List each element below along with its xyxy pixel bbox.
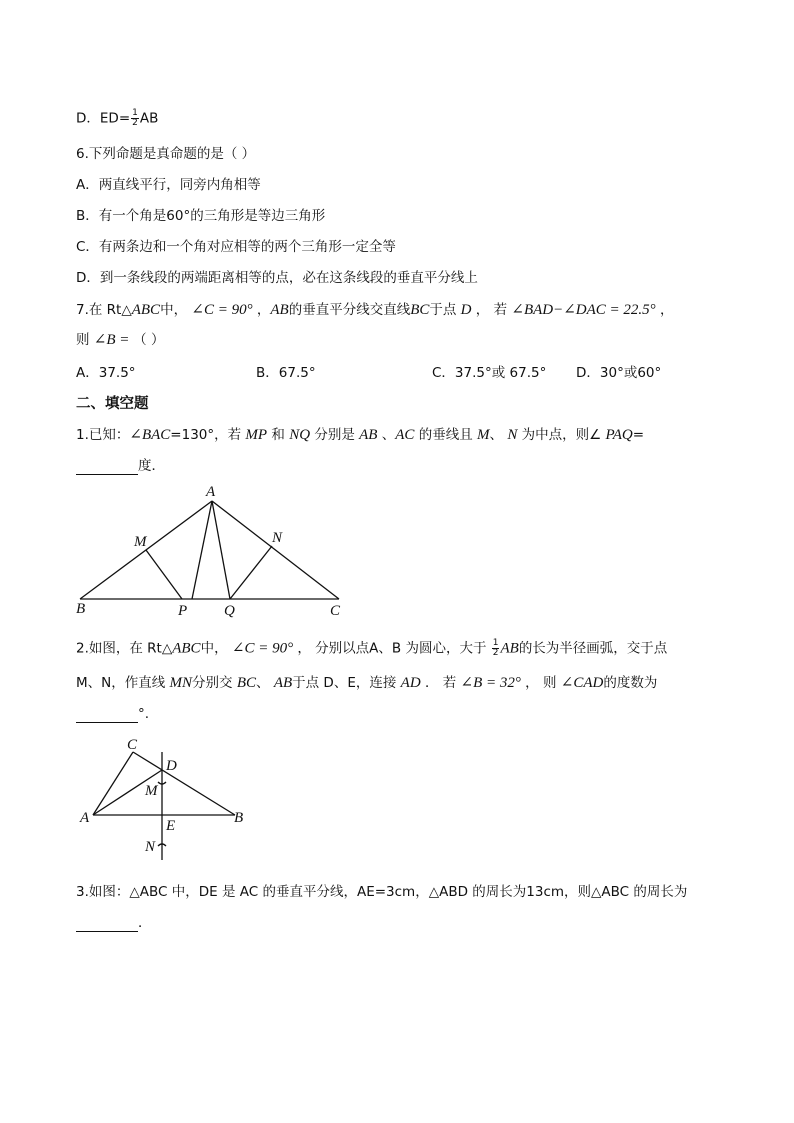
label-c: C <box>127 737 138 753</box>
section-heading: 二、填空题 <box>76 396 149 412</box>
math-ab: AB <box>273 675 293 691</box>
text: ， 分别以点A、B 为圆心，大于 <box>293 640 491 657</box>
label-e: E <box>166 818 176 834</box>
label-p: P <box>178 603 188 619</box>
option-suffix: AB <box>139 110 159 127</box>
math-n: N <box>507 427 518 443</box>
text: 的垂线且 <box>414 427 478 443</box>
math-bc: BC <box>236 675 257 691</box>
text: ， 则 <box>520 675 561 691</box>
math-angle-bac: ∠BAC <box>129 427 171 443</box>
math-ab: AB <box>270 302 289 318</box>
math-expression: ∠BAD−∠DAC = 22.5° <box>511 302 656 318</box>
q7-option-c: C．37.5°或 67.5° <box>432 365 547 381</box>
text: M、N，作直线 <box>76 675 170 691</box>
text: 于点 D、E，连接 <box>292 675 401 691</box>
math-abc: ABC <box>131 302 161 318</box>
text: 和 <box>267 427 290 443</box>
text: 、 <box>377 427 396 443</box>
label-d: D <box>166 758 177 774</box>
q7-option-a: A．37.5° <box>76 365 136 381</box>
label-m: M <box>134 534 147 550</box>
label-q: Q <box>224 603 235 619</box>
math-angle-b: ∠B = <box>93 332 134 348</box>
math-mn: MN <box>169 675 193 691</box>
label-m: M <box>145 783 158 799</box>
text: ， 若 <box>471 302 512 318</box>
label-c: C <box>330 603 341 619</box>
math-angle-cad: ∠CAD <box>560 675 604 691</box>
text: 分别交 <box>192 675 237 691</box>
fraction-denominator: 2 <box>132 118 138 128</box>
label-n: N <box>272 530 283 546</box>
text: ， <box>655 302 674 318</box>
q6-stem: 6.下列命题是真命题的是（ ） <box>76 146 256 162</box>
q7-option-b: B．67.5° <box>256 365 316 381</box>
text: ． <box>138 915 152 931</box>
math-bc: BC <box>410 302 430 318</box>
math-nq: NQ <box>289 427 311 443</box>
text: 中， <box>160 302 192 318</box>
math-ab: AB <box>359 427 378 443</box>
fraction-numerator: 1 <box>492 638 499 648</box>
fraction-numerator: 1 <box>132 108 138 118</box>
q6-option-a: A．两直线平行，同旁内角相等 <box>76 177 261 193</box>
math-angle-b: ∠B = 32° <box>460 675 521 691</box>
math-paq: PAQ <box>605 427 633 443</box>
text: 1.已知： <box>76 427 130 443</box>
text: ． 若 <box>420 675 461 691</box>
math-angle-c: ∠C = 90° <box>191 302 253 318</box>
math-angle-c: ∠C = 90° <box>231 640 294 657</box>
text: 、 <box>489 427 508 443</box>
q7-option-d: D．30°或60° <box>576 365 662 381</box>
text: =130°，若 <box>170 427 246 443</box>
text: （ ） <box>133 332 165 348</box>
fill3-stem: 3.如图：△ABC 中，DE 是 AC 的垂直平分线，AE=3cm，△ABD 的周长为13cm，则△ABC 的周长为 <box>76 884 688 900</box>
math-m: M <box>477 427 490 443</box>
text: 的度数为 <box>603 675 658 691</box>
text: 为中点，则∠ <box>517 427 606 443</box>
q6-option-d: D．到一条线段的两端距离相等的点，必在这条线段的垂直平分线上 <box>76 270 478 286</box>
text: 、 <box>256 675 274 691</box>
math-mp: MP <box>245 427 268 443</box>
label-b: B <box>76 601 86 617</box>
math-abc: ABC <box>172 640 201 657</box>
text: 7.在 Rt△ <box>76 302 132 318</box>
answer-blank <box>76 917 138 932</box>
text: ， <box>252 302 271 318</box>
text: 中， <box>200 640 232 657</box>
text: °. <box>138 706 150 722</box>
text: 的长为半径画弧，交于点 <box>518 640 668 657</box>
text: 2.如图，在 Rt△ <box>76 640 173 657</box>
text: 的垂直平分线交直线 <box>288 302 411 318</box>
label-a: A <box>206 484 216 500</box>
label-n: N <box>145 839 156 855</box>
math-d: D <box>460 302 472 318</box>
text: 则 <box>76 332 94 348</box>
text: 分别是 <box>310 427 360 443</box>
fill3-answer-line <box>76 914 152 932</box>
math-ac: AC <box>395 427 415 443</box>
text: 度． <box>138 458 165 474</box>
text: 于点 <box>429 302 461 318</box>
label-b: B <box>234 810 244 826</box>
math-ab: AB <box>500 640 519 657</box>
fraction-denominator: 2 <box>492 648 499 658</box>
label-a: A <box>80 810 90 826</box>
math-ad: AD <box>400 675 421 691</box>
text: = <box>632 427 645 443</box>
option-prefix: D．ED= <box>76 110 131 127</box>
q6-option-c: C．有两条边和一个角对应相等的两个三角形一定全等 <box>76 239 396 255</box>
q6-option-b: B．有一个角是60°的三角形是等边三角形 <box>76 208 326 224</box>
